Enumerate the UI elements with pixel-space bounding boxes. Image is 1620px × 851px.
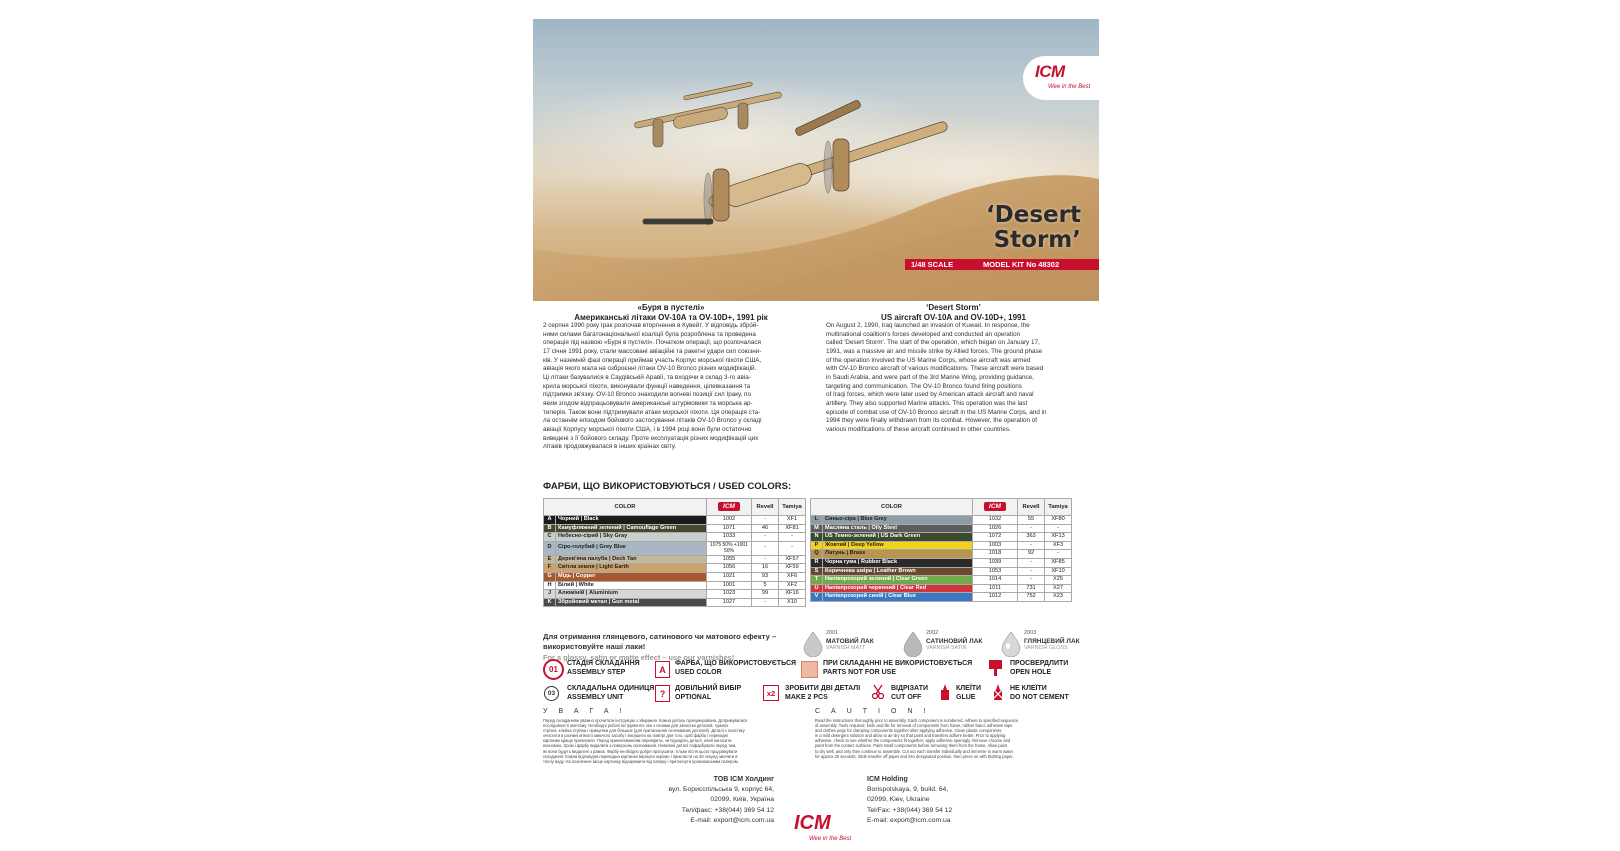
caution-ua-line: стрічка, клейка стрічка і прищепки для більших (для притискання склеюваних деталей). Деталі з пластику	[543, 728, 745, 734]
ua-history-line: ними силами багатонаціональної коаліції була розроблена та проведена	[543, 330, 756, 338]
color-tamiya-code: XF6	[779, 572, 806, 581]
en-history-line: of Iraqi forces, which were later used by American attack aircraft and naval	[826, 391, 1034, 399]
color-icm-code: 1001	[707, 581, 752, 590]
color-name: Напівпрозорий червоний | Clear Red	[823, 584, 973, 593]
en-history-line: called 'Desert Storm'. The start of the operation, which began on January 17,	[826, 339, 1040, 347]
color-row	[544, 572, 806, 581]
color-tamiya-code: -	[1045, 524, 1072, 533]
varnish-satin-code: 2002	[926, 630, 939, 636]
color-revell-code: 5	[752, 581, 779, 590]
caution-en-line: Read the instructions thoroughly prior to assembly. Each component is numbered. Adhere to specified sequence	[815, 718, 1019, 723]
kit-number: MODEL KIT No 48302	[983, 260, 1060, 269]
en-history-line: of the operation involved the US Marine Corps, whose aircraft was armed	[826, 356, 1031, 364]
caution-en-line: adhesive, check to see whether the components fit together; apply adhesive sparingly. Remove chrome and	[815, 738, 1011, 744]
color-row	[811, 524, 1072, 533]
color-row	[811, 584, 1072, 593]
varnish-satin	[926, 630, 982, 653]
address-line: ТОВ ICM Холдинг	[713, 776, 774, 783]
address-line: E-mail: export@icm.com.ua	[867, 816, 951, 824]
color-letter: B	[544, 524, 556, 533]
legend-assembly-unit-en: ASSEMBLY UNIT	[567, 693, 624, 701]
col-revell-header-right: Revell	[1018, 499, 1045, 516]
cut-off-icon	[871, 684, 885, 700]
en-history-text	[826, 322, 1081, 435]
en-history-line: targeting and communication. The OV-10 Bronco found firing positions	[826, 382, 1022, 390]
caution-ua-line: очистити в розчині м'якого миючого засобу і висушити на повітрі для того, щоб фарба і перекидні	[543, 733, 728, 739]
color-icm-code: 1055	[707, 555, 752, 564]
color-revell-code: 46	[752, 524, 779, 533]
caution-en-line: to dry well, and only then continue to assemble. Cut out each transfer individually and immerse in warm water	[815, 748, 1014, 754]
caution-en-line: and clothes pegs for clamping components together after applying adhesive. Clean plastic components	[815, 728, 1002, 734]
color-tamiya-code: XF13	[1045, 533, 1072, 542]
color-name: Камуфляжний зелений | Camouflage Green	[556, 524, 707, 533]
color-row	[544, 598, 806, 607]
optional-icon: ?	[655, 685, 670, 702]
varnish-ua-line1: Для отримання глянцевого, сатинового чи матового ефекту –	[543, 632, 777, 641]
color-icm-code: 1021	[707, 572, 752, 581]
ua-history-line: авіація якого мала на озброєнні літаки OV-10 Bronco різних модифікацій.	[543, 365, 757, 373]
legend-no-cement-ua: НЕ КЛЕЇТИ	[1010, 685, 1047, 692]
color-revell-code: -	[1018, 576, 1045, 585]
caution-ua-line: теплу воду. На позначене місце картинку відокремити від паперу і притиснути промокальним папером.	[543, 758, 739, 764]
color-tamiya-code: -	[1045, 550, 1072, 559]
color-letter: F	[544, 564, 556, 573]
color-name: US Темно-зелений | US Dark Green	[823, 533, 973, 542]
color-icm-code: 1003	[973, 541, 1018, 550]
color-letter: S	[811, 567, 823, 576]
color-letter: Q	[811, 550, 823, 559]
legend-cut-off-en: CUT OFF	[891, 693, 922, 701]
ua-history-line: яким згодом відпрацьовували американські штурмовики та морська ар-	[543, 399, 753, 407]
color-tamiya-code: XF2	[779, 581, 806, 590]
ua-history-line: ків. У наземній фазі операції приймав участь Корпус морської піхоти США,	[543, 356, 762, 364]
color-row	[544, 516, 806, 525]
legend-cut-off	[891, 685, 928, 702]
color-row	[811, 576, 1072, 585]
en-history-line: various modifications of these aircraft continued in other countries.	[826, 425, 1011, 433]
legend-optional-en: OPTIONAL	[675, 693, 712, 701]
icm-logo-tagline: Wee in the Best	[1048, 84, 1091, 90]
color-letter: R	[811, 558, 823, 567]
legend-assembly-step-ua: СТАДІЯ СКЛАДАННЯ	[567, 660, 640, 667]
color-letter: D	[544, 541, 556, 555]
color-icm-code: 1018	[973, 550, 1018, 559]
color-revell-code: -	[752, 555, 779, 564]
caution-en-line: in a mild detergent solution and allow to air-dry so that paint and transfers adhere better. Prior to applying	[815, 733, 1006, 739]
colors-table-right	[810, 498, 1072, 602]
ua-history-line: Ці літаки базувалися в Саудівській Аравії, та входячи в склад 3-го авіа-	[543, 373, 751, 381]
colors-title: ФАРБИ, ЩО ВИКОРИСТОВУЮТЬСЯ / USED COLORS:	[543, 481, 792, 492]
color-tamiya-code: XF59	[779, 564, 806, 573]
legend-cut-off-ua: ВІДРІЗАТИ	[891, 685, 928, 692]
address-line: вул. Борисспільська 9, корпус 64,	[668, 786, 774, 794]
varnish-matt	[826, 630, 874, 653]
color-row	[811, 541, 1072, 550]
color-row	[811, 567, 1072, 576]
color-name: Латунь | Brass	[823, 550, 973, 559]
color-icm-code: 1056	[707, 564, 752, 573]
color-tamiya-code: XF85	[1045, 558, 1072, 567]
ua-history-line: 2 серпня 1990 року Ірак розпочав вторгнення в Кувейт. У відповідь збрóй-	[543, 322, 759, 329]
legend-parts-not-used-en: PARTS NOT FOR USE	[823, 668, 896, 676]
legend-no-cement-en: DO NOT CEMENT	[1010, 693, 1069, 701]
color-row	[544, 555, 806, 564]
ua-history-line: літаків продовжувалася в інших країнах світу.	[543, 443, 676, 451]
color-icm-code: 1032	[973, 516, 1018, 525]
legend-used-color	[675, 660, 796, 677]
varnish-matt-ua: МАТОВИЙ ЛАК	[826, 637, 874, 645]
color-letter: G	[544, 572, 556, 581]
color-name: Білий | White	[556, 581, 707, 590]
color-tamiya-code: X27	[1045, 584, 1072, 593]
varnish-satin-ua: САТИНОВИЙ ЛАК	[926, 637, 983, 645]
ua-history-line: виведені з її бойового складу. Проте експлуатація різних модифікацій цих	[543, 434, 759, 442]
legend-no-cement	[1010, 685, 1069, 702]
color-name: Дерев'яна палуба | Deck Tan	[556, 555, 707, 564]
caution-title-en: CAUTION!	[815, 708, 937, 715]
caution-text-en	[815, 718, 1079, 759]
color-row	[811, 516, 1072, 525]
ua-history-line: підтримки зв'язку. OV-10 Bronco знаходили вогневі позиції сил Іраку, по	[543, 391, 751, 399]
color-letter: M	[811, 524, 823, 533]
color-row	[811, 533, 1072, 542]
color-revell-code: -	[1018, 541, 1045, 550]
kit-title-line1: ‘Desert	[985, 202, 1081, 228]
ua-history-line: авіації Корпусу морської піхоти США, і в 1994 році вони були остаточно	[543, 425, 752, 433]
caution-en-line: paint from the contact surfaces. Paint small components before removing them from the frame. Allow paint	[815, 743, 1008, 749]
color-tamiya-code: XF3	[1045, 541, 1072, 550]
legend-make-two-ua: ЗРОБИТИ ДВІ ДЕТАЛІ	[785, 685, 861, 692]
color-revell-code: 92	[1018, 550, 1045, 559]
legend-optional-ua: ДОВІЛЬНИЙ ВИБІР	[675, 685, 742, 692]
address-en	[867, 775, 1048, 826]
legend-assembly-step	[567, 660, 640, 677]
color-tamiya-code: X23	[1045, 593, 1072, 602]
color-icm-code: 1012	[973, 593, 1018, 602]
color-name: Мідь | Copper	[556, 572, 707, 581]
color-revell-code: -	[752, 533, 779, 542]
color-name: Алюміній | Aluminium	[556, 590, 707, 599]
color-name: Світла земля | Light Earth	[556, 564, 707, 573]
color-tamiya-code: -	[779, 533, 806, 542]
address-ua	[593, 775, 774, 826]
varnish-promo-en: For a glossy, satin or matte effect – use our varnishes!	[543, 653, 735, 662]
legend-open-hole	[1010, 660, 1068, 677]
legend-open-hole-en: OPEN HOLE	[1010, 668, 1052, 676]
no-cement-icon	[992, 684, 1004, 701]
varnish-ua-line2: використовуйте наші лаки!	[543, 642, 646, 651]
caution-ua-line: економно. Хром і фарбу видалити з поверхонь склеювання. Невеликі деталі пофарбувати перед тим,	[543, 743, 737, 749]
legend-assembly-unit-ua: СКЛАДАЛЬНА ОДИНИЦЯ	[567, 685, 655, 692]
make-two-icon: x2	[763, 685, 779, 701]
color-letter: C	[544, 533, 556, 542]
legend-glue-ua: КЛЕЇТИ	[956, 685, 982, 692]
hero-artwork	[533, 19, 1099, 301]
color-tamiya-code: -	[779, 541, 806, 555]
ua-history-line: крила морської піхоти, виконували функції наведення, цілевказання та	[543, 382, 751, 390]
color-icm-code: 1075 50% +1001 50%	[707, 541, 752, 555]
en-history-line: episode of combat use of OV-10 Bronco aircraft in the US Marine Corps, and in	[826, 408, 1047, 416]
legend-parts-not-used-ua: ПРИ СКЛАДАННІ НЕ ВИКОРИСТОВУЄТЬСЯ	[823, 660, 973, 667]
color-tamiya-code: XF1	[779, 516, 806, 525]
ua-history-line: тилерія. Також вони підтримували атаки морської піхоти. Ця операція ста-	[543, 408, 761, 416]
color-name: Небесно-сірий | Sky Gray	[556, 533, 707, 542]
color-row	[811, 593, 1072, 602]
color-row	[811, 550, 1072, 559]
scale-label: 1/48 SCALE	[911, 260, 954, 269]
color-icm-code: 1011	[973, 584, 1018, 593]
assembly-unit-icon: 03	[544, 686, 559, 701]
en-history-line: 1994 they were finally withdrawn from its combat. However, the operation of	[826, 417, 1038, 425]
color-tamiya-code: XF57	[779, 555, 806, 564]
address-line: Тел/факс: +38(044) 369 54 12	[681, 806, 774, 814]
color-revell-code: 55	[1018, 516, 1045, 525]
varnish-matt-drop-icon	[803, 631, 823, 657]
color-name: Масляна сталь | Oily Steel	[823, 524, 973, 533]
varnish-gloss-drop-icon	[1001, 631, 1021, 657]
color-tamiya-code: X10	[779, 598, 806, 607]
en-history-line: in Saudi Arabia, and were part of the 3rd Marine Wing, providing guidance,	[826, 373, 1034, 381]
color-icm-code: 1027	[707, 598, 752, 607]
address-line: 02099, Київ, Україна	[710, 796, 774, 804]
color-row	[544, 590, 806, 599]
color-letter: U	[811, 584, 823, 593]
color-revell-code: 363	[1018, 533, 1045, 542]
color-icm-code: 1014	[973, 576, 1018, 585]
legend-glue	[956, 685, 981, 702]
caution-ua-line: Перед складанням уважно прочитати інструкцію з збирання. Кожна деталь пронумерована. Дотримуватися	[543, 718, 748, 723]
legend-used-color-ua: ФАРБА, ЩО ВИКОРИСТОВУЄТЬСЯ	[675, 660, 797, 667]
color-letter: V	[811, 593, 823, 602]
en-history-line: with OV-10 Bronco aircraft of various modifications. These aircraft were based	[826, 365, 1044, 373]
col-revell-header: Revell	[752, 499, 779, 516]
en-heading-line1: ‘Desert Storm’	[926, 303, 981, 312]
color-letter: A	[544, 516, 556, 525]
ua-heading-line1: «Буря в пустелі»	[637, 303, 705, 312]
color-revell-code: 93	[752, 572, 779, 581]
caution-en-line: of assembly. Tools required: knife and file for removal of components from frame, rubber band, adhesive tape	[815, 723, 1013, 729]
color-letter: J	[544, 590, 556, 599]
address-line: 02099, Kiev, Ukraine	[867, 796, 930, 804]
color-row	[544, 581, 806, 590]
color-revell-code: 752	[1018, 593, 1045, 602]
legend-optional	[675, 685, 741, 702]
color-name: Чорний | Black	[556, 516, 707, 525]
color-letter: P	[811, 541, 823, 550]
address-line: Borispolskaya, 9, build. 64,	[867, 786, 949, 794]
color-letter: N	[811, 533, 823, 542]
open-hole-icon	[988, 659, 1003, 677]
color-icm-code: 1072	[973, 533, 1018, 542]
color-name: Чорна гума | Rubber Black	[823, 558, 973, 567]
caution-ua-line: як вони будуть видалені з рамок. Фарбу необхідно добре просушити, тільки після цього продовжувати	[543, 748, 738, 754]
color-tamiya-code: XF80	[1045, 516, 1072, 525]
icm-small-logo: ICM	[718, 502, 740, 511]
varnish-satin-en: VARNISH SATIN	[926, 645, 967, 652]
varnish-promo-ua	[543, 632, 803, 652]
address-line: Tel/Fax: +38(044) 369 54 12	[867, 806, 953, 814]
color-icm-code: 1023	[707, 590, 752, 599]
caution-ua-line: картинки краще прилипали. Перед приклеюванням перевірити, чи підходять деталі, клей наносити	[543, 738, 732, 744]
col-tamiya-header: Tamiya	[779, 499, 806, 516]
caution-text-ua	[543, 718, 808, 764]
used-color-icon: A	[655, 661, 670, 678]
col-tamiya-header-right: Tamiya	[1045, 499, 1072, 516]
color-name: Коричнева шкіра | Leather Brown	[823, 567, 973, 576]
legend-open-hole-ua: ПРОСВЕРДЛИТИ	[1010, 660, 1069, 667]
color-name: Синьо-сіра | Blue Grey	[823, 516, 973, 525]
color-revell-code: 16	[752, 564, 779, 573]
icm-logo-text: ICM	[1035, 62, 1065, 81]
color-revell-code: -	[1018, 567, 1045, 576]
parts-not-used-icon	[801, 661, 818, 678]
color-tamiya-code: XF16	[779, 590, 806, 599]
ua-heading	[543, 303, 799, 322]
ua-history-line: ла останнім епізодом бойового застосування літаків OV-10 Bronco у складі	[543, 417, 762, 425]
legend-parts-not-used	[823, 660, 972, 677]
color-row	[544, 564, 806, 573]
color-tamiya-code: XF81	[779, 524, 806, 533]
col-color-header: COLOR	[544, 499, 707, 516]
color-revell-code: -	[752, 516, 779, 525]
caution-title-ua: УВАГА!	[543, 708, 633, 715]
color-letter: E	[544, 555, 556, 564]
icm-logo-top	[1023, 56, 1099, 100]
color-revell-code: -	[1018, 558, 1045, 567]
colors-table-left	[543, 498, 806, 607]
color-icm-code: 1039	[973, 558, 1018, 567]
legend-used-color-en: USED COLOR	[675, 668, 722, 676]
legend-assembly-unit	[567, 685, 654, 702]
color-revell-code: -	[1018, 524, 1045, 533]
icm-logo-bottom	[791, 804, 851, 844]
color-row	[811, 558, 1072, 567]
color-icm-code: 1053	[973, 567, 1018, 576]
icm-logo-bottom-tagline: Wee in the Best	[809, 836, 851, 842]
ua-history-text	[543, 322, 799, 452]
color-name: Напівпрозорий синій | Clear Blue	[823, 593, 973, 602]
varnish-gloss	[1024, 630, 1080, 653]
col-color-header-right: COLOR	[811, 499, 973, 516]
color-row	[544, 533, 806, 542]
assembly-step-icon: 01	[543, 659, 564, 680]
legend-make-two	[785, 685, 860, 702]
color-name: Напівпрозорий зелений | Clear Green	[823, 576, 973, 585]
color-row	[544, 541, 806, 555]
icm-small-logo-right: ICM	[984, 502, 1006, 511]
varnish-gloss-code: 2003	[1024, 630, 1037, 636]
color-tamiya-code: X25	[1045, 576, 1072, 585]
caution-en-line: for approx 20 seconds. Slide transfer off paper and into designated position, then press on with blotting paper.	[815, 753, 1014, 759]
kit-title-line2: Storm’	[993, 227, 1081, 253]
varnish-matt-en: VARNISH MATT	[826, 645, 866, 652]
color-revell-code: -	[752, 541, 779, 555]
ua-heading-line2: Американські літаки OV-10A та OV-10D+, 1991 рік	[574, 312, 768, 322]
varnish-matt-code: 2001	[826, 630, 839, 636]
legend-assembly-step-en: ASSEMBLY STEP	[567, 668, 626, 676]
color-row	[544, 524, 806, 533]
color-name: Жовтий | Deep Yellow	[823, 541, 973, 550]
icm-logo-bottom-text: ICM	[794, 812, 831, 834]
caution-ua-line: складання. Кожна відповідна переводна картинка вирізати окремо і прикласти на 20 секунд змочити в	[543, 753, 738, 759]
varnish-satin-drop-icon	[903, 631, 923, 657]
address-line: E-mail: export@icm.com.ua	[690, 816, 774, 824]
en-history-line: multinational coalition's forces developed and conducted an operation	[826, 330, 1021, 338]
legend-make-two-en: MAKE 2 PCS	[785, 693, 828, 701]
varnish-gloss-ua: ГЛЯНЦЕВИЙ ЛАК	[1024, 637, 1080, 645]
en-history-line: On August 2, 1990, Iraq launched an invasion of Kuwait. In response, the	[826, 322, 1030, 329]
en-history-line: artillery. They also supported Marine attacks. This operation was the last	[826, 399, 1028, 407]
color-letter: T	[811, 576, 823, 585]
en-heading-line2: US aircraft OV-10A and OV-10D+, 1991	[881, 312, 1026, 322]
varnish-gloss-en: VARNISH GLOSS	[1024, 645, 1068, 652]
color-icm-code: 1071	[707, 524, 752, 533]
color-revell-code: 99	[752, 590, 779, 599]
color-revell-code: 731	[1018, 584, 1045, 593]
scale-bar	[905, 259, 1099, 270]
color-revell-code: -	[752, 598, 779, 607]
ua-history-line: 17 січня 1991 року, стали массовані авіаційні та ракетні удари сил союзни-	[543, 347, 762, 355]
color-name: Збройовий метал | Gun metal	[556, 598, 707, 607]
glue-icon	[939, 684, 951, 701]
color-icm-code: 1033	[707, 533, 752, 542]
en-history-line: 1991, was a massive air and missile strike by Allied forces. The ground phase	[826, 347, 1043, 355]
color-tamiya-code: XF10	[1045, 567, 1072, 576]
instruction-page	[533, 19, 1099, 841]
address-line: ICM Holding	[867, 776, 908, 783]
col-icm-header	[707, 499, 752, 516]
legend-glue-en: GLUE	[956, 693, 976, 701]
ua-history-line: операція під назвою «Буря в пустелі». Початком операції, що розпочалася	[543, 339, 761, 347]
en-heading	[826, 303, 1081, 322]
col-icm-header-right	[973, 499, 1018, 516]
color-name: Сіро-голубий | Grey Blue	[556, 541, 707, 555]
color-icm-code: 1026	[973, 524, 1018, 533]
color-letter: L	[811, 516, 823, 525]
color-icm-code: 1002	[707, 516, 752, 525]
color-letter: H	[544, 581, 556, 590]
kit-title	[986, 203, 1081, 253]
color-letter: K	[544, 598, 556, 607]
caution-ua-line: послідовності монтажу. Необхідні робочі інструменти: ніж з лезами для зачистки деталей, гумова	[543, 723, 728, 729]
